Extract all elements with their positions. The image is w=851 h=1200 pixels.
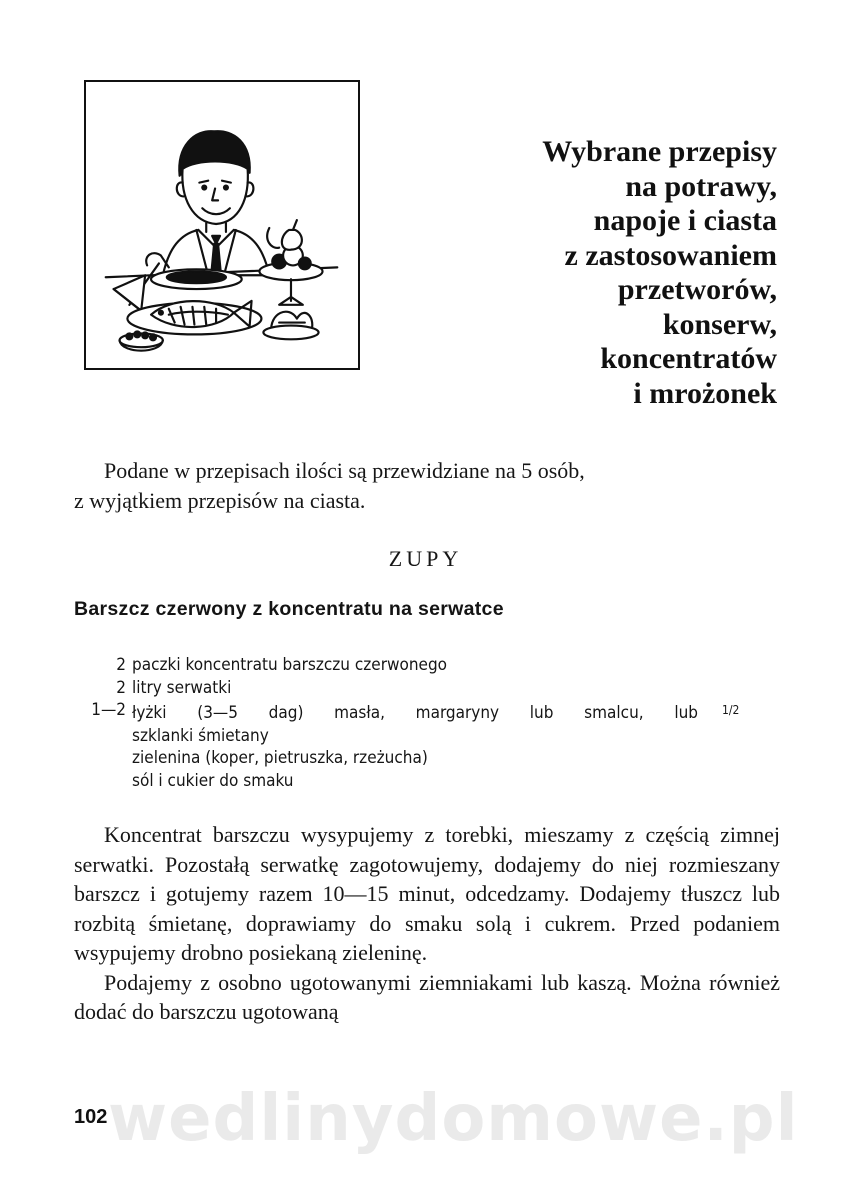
ingredient-item	[74, 725, 734, 748]
chapter-title-line: Wybrane przepisy	[542, 135, 777, 168]
ingredient-text: zielenina (koper, pietruszka, rzeżucha)	[132, 748, 428, 768]
chapter-title-line: na potrawy,	[625, 169, 777, 203]
watermark: wedlinydomowe.pl	[108, 1082, 799, 1156]
intro-paragraph	[74, 456, 778, 516]
chapter-title-line: konserw,	[662, 307, 777, 341]
chapter-title-line: i mrożonek	[633, 376, 777, 410]
instruction-paragraph: Podajemy z osobno ugotowanymi ziemniakami lub kaszą. Można również dodać do barszczu ugotowaną	[74, 969, 780, 1024]
ingredient-list	[74, 654, 740, 792]
chapter-title-line: z zastosowaniem	[564, 238, 777, 272]
ingredient-item	[74, 654, 734, 677]
ingredient-item	[74, 770, 734, 793]
ingredient-fraction: 1/2	[722, 703, 740, 717]
page-number: 102	[74, 1106, 108, 1128]
ingredient-text: paczki koncentratu barszczu czerwonego	[132, 655, 448, 675]
instruction-paragraph: Koncentrat barszczu wysypujemy z torebki, mieszamy z częścią zimnej serwatki. Pozostałą serwatkę zagotowujemy, dodajemy do niej rozmieszany barszcz i gotujemy razem 10—15 minut, odcedzamy. Dodajemy tłuszcz lub rozbitą śmietanę, doprawiamy do smaku solą i cukrem. Przed podaniem wsypujemy drobno posiekaną zieleninę.	[74, 822, 780, 965]
ingredient-text: litry serwatki	[132, 677, 232, 698]
ingredient-text-spread: łyżki (3—5 dag) masła, margaryny lub smalcu, lub	[132, 703, 698, 723]
ingredient-text	[132, 699, 739, 725]
ingredient-text: szklanki śmietany	[132, 725, 269, 746]
man-eating-icon	[86, 82, 358, 368]
chapter-title	[397, 135, 777, 411]
ingredient-quantity: 2	[116, 677, 126, 698]
ingredient-item	[74, 677, 734, 700]
ingredient-quantity	[74, 725, 132, 748]
ingredient-quantity: 2	[116, 655, 126, 675]
chapter-title-line: napoje i ciasta	[593, 204, 777, 237]
ingredient-item	[74, 699, 740, 725]
intro-line: z wyjątkiem przepisów na ciasta.	[74, 488, 366, 513]
dining-man-illustration	[84, 80, 360, 370]
intro-line: Podane w przepisach ilości są przewidziane na 5 osób,	[104, 458, 585, 483]
ingredient-item	[74, 747, 734, 770]
section-title: ZUPY	[388, 546, 463, 571]
chapter-title-line: przetworów,	[617, 273, 777, 306]
recipe-instructions	[74, 820, 780, 1027]
ingredient-text: sól i cukier do smaku	[132, 770, 294, 791]
ingredient-quantity	[74, 747, 132, 770]
ingredient-quantity	[74, 770, 132, 793]
chapter-title-line: koncentratów	[600, 342, 777, 375]
ingredient-quantity: 1—2	[91, 700, 126, 720]
recipe-title: Barszcz czerwony z koncentratu na serwatce	[74, 598, 504, 620]
